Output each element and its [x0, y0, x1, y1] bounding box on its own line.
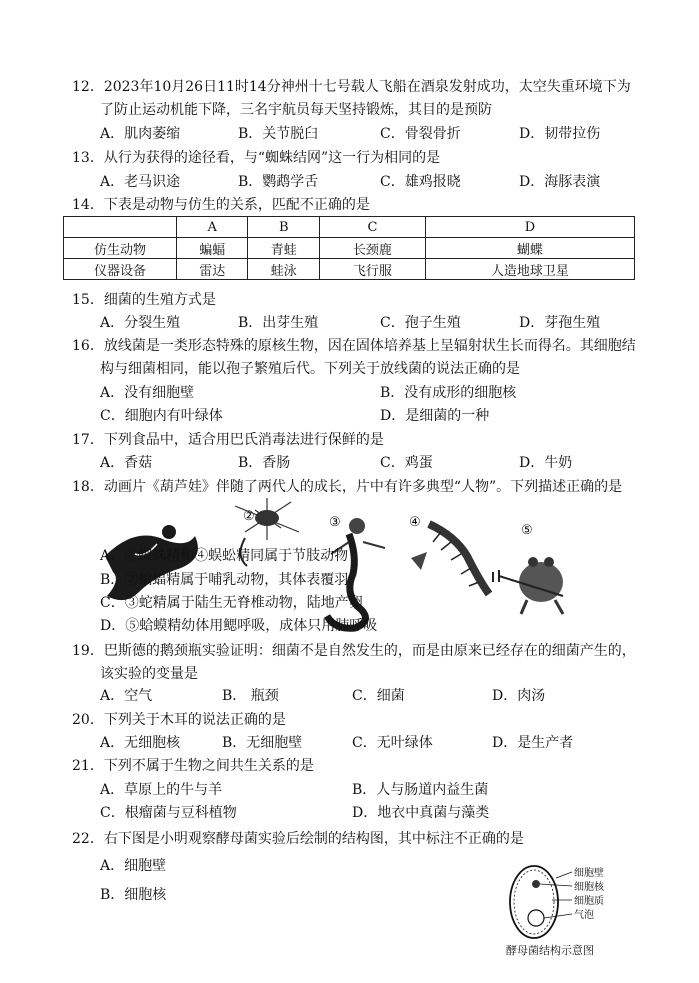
label-cytoplasm: 细胞质	[574, 896, 604, 907]
marker-5: ⑤	[521, 523, 533, 538]
q13-option-c: C．雄鸡报晓	[380, 174, 461, 190]
q19-stem-line2: 该实验的变量是	[100, 666, 198, 682]
table-cell: 雷达	[177, 259, 248, 280]
q12-option-a: A．肌肉萎缩	[100, 126, 181, 142]
q13-option-a: A．老马识途	[100, 174, 181, 190]
q21-option-b: B．人与肠道内益生菌	[352, 782, 489, 798]
q20-option-a: A．无细胞核	[100, 735, 181, 751]
q20-stem: 20．下列关于木耳的说法正确的是	[72, 712, 286, 728]
q14-stem: 14．下表是动物与仿生的关系，匹配不正确的是	[72, 197, 370, 213]
table-cell: 蝴蝶	[425, 238, 634, 259]
q19-option-c: C．细菌	[352, 688, 405, 704]
q16-option-a: A．没有细胞壁	[100, 385, 195, 401]
character-4-icon	[409, 515, 489, 594]
q15-option-c: C．孢子生殖	[380, 315, 461, 331]
q18-option-a: A．①蜘蛛精和④蜈蚣精同属于节肢动物	[100, 548, 349, 564]
table-cell: 人造地球卫星	[425, 259, 634, 280]
q13-stem: 13．从行为获得的途径看，与“蜘蛛结网”这一行为相同的是	[72, 150, 441, 166]
q19-option-b: B． 瓶颈	[222, 688, 279, 704]
q15-option-a: A．分裂生殖	[100, 315, 181, 331]
table-cell: 蛙泳	[248, 259, 319, 280]
q13-option-d: D．海豚表演	[519, 174, 601, 190]
q21-stem: 21．下列不属于生物之间共生关系的是	[72, 758, 314, 774]
bionics-table	[63, 216, 635, 280]
marker-4: ④	[409, 515, 421, 530]
table-cell: 仿生动物	[64, 238, 177, 259]
table-cell: 飞行服	[319, 259, 425, 280]
q12-option-d: D．韧带拉伤	[519, 126, 601, 142]
table-cell: 蝙蝠	[177, 238, 248, 259]
q17-stem: 17．下列食品中，适合用巴氏消毒法进行保鲜的是	[72, 432, 384, 448]
yeast-figure-caption: 酵母菌结构示意图	[506, 944, 594, 957]
character-5-icon	[493, 523, 563, 614]
table-cell: 仪器设备	[64, 259, 177, 280]
q17-option-a: A．香菇	[100, 455, 153, 471]
table-row	[64, 259, 635, 280]
q16-option-b: B．没有成形的细胞核	[380, 385, 517, 401]
q21-option-d: D．地衣中真菌与藻类	[352, 805, 490, 821]
q19-option-a: A．空气	[100, 688, 153, 704]
table-cell: A	[177, 217, 248, 238]
q19-stem-line1: 19．巴斯德的鹅颈瓶实验证明：细菌不是自然发生的，而是由原来已经存在的细菌产生的，	[72, 643, 636, 659]
q15-option-d: D．芽孢生殖	[519, 315, 601, 331]
q16-stem-line2: 构与细菌相同，能以孢子繁殖后代。下列关于放线菌的说法正确的是	[100, 361, 520, 377]
table-header-row	[64, 217, 635, 238]
table-cell: D	[425, 217, 634, 238]
table-cell: C	[319, 217, 425, 238]
q19-option-d: D．肉汤	[492, 688, 546, 704]
q15-option-b: B．出芽生殖	[238, 315, 319, 331]
table-cell	[64, 217, 177, 238]
label-nucleus: 细胞核	[574, 882, 604, 893]
label-cell-wall: 细胞壁	[574, 868, 604, 879]
q20-option-c: C．无叶绿体	[352, 735, 433, 751]
yeast-structure-figure	[500, 860, 628, 960]
q15-stem: 15．细菌的生殖方式是	[72, 292, 216, 308]
table-cell: 长颈鹿	[319, 238, 425, 259]
q18-option-b: B．②蝙蝠精属于哺乳动物，其体表覆羽	[100, 572, 349, 588]
q18-stem: 18．动画片《葫芦娃》伴随了两代人的成长，片中有许多典型“人物”。下列描述正确的是	[72, 479, 623, 495]
marker-2: ②	[243, 509, 255, 524]
q22-stem: 22．右下图是小明观察酵母菌实验后绘制的结构图，其中标注不正确的是	[72, 831, 524, 847]
q20-option-b: B．无细胞壁	[222, 735, 303, 751]
yeast-cell-wall-icon	[510, 866, 558, 938]
yeast-nucleus-icon	[532, 880, 540, 888]
q17-option-d: D．牛奶	[519, 455, 573, 471]
q22-option-b: B．细胞核	[100, 887, 167, 903]
table-row	[64, 238, 635, 259]
table-cell: B	[248, 217, 319, 238]
q17-option-c: C．鸡蛋	[380, 455, 433, 471]
q12-stem-line1: 12．2023年10月26日11时14分神州十七号载人飞船在酒泉发射成功，太空失重环境下为	[72, 79, 631, 95]
q18-option-d: D．⑤蛤蟆精幼体用鳃呼吸，成体只用肺呼吸	[100, 618, 378, 634]
q16-stem-line1: 16．放线菌是一类形态特殊的原核生物，因在固体培养基上呈辐射状生长而得名。其细胞结	[72, 338, 636, 354]
q16-option-d: D．是细菌的一种	[380, 408, 490, 424]
table-cell: 青蛙	[248, 238, 319, 259]
q12-option-c: C．骨裂骨折	[380, 126, 461, 142]
label-bubble: 气泡	[574, 910, 594, 921]
q13-option-b: B．鹦鹉学舌	[238, 174, 319, 190]
q21-option-c: C．根瘤菌与豆科植物	[100, 805, 237, 821]
q18-option-c: C．③蛇精属于陆生无脊椎动物，陆地产卵	[100, 595, 363, 611]
q12-stem-line2: 了防止运动机能下降，三名宇航员每天坚持锻炼，其目的是预防	[100, 102, 492, 118]
q22-option-a: A．细胞壁	[100, 858, 167, 874]
yeast-vacuole-icon	[528, 910, 544, 926]
q21-option-a: A．草原上的牛与羊	[100, 782, 223, 798]
marker-3: ③	[329, 515, 341, 530]
q17-option-b: B．香肠	[238, 455, 291, 471]
q16-option-c: C．细胞内有叶绿体	[100, 408, 223, 424]
q20-option-d: D．是生产者	[492, 735, 574, 751]
q12-option-b: B．关节脱臼	[238, 126, 319, 142]
